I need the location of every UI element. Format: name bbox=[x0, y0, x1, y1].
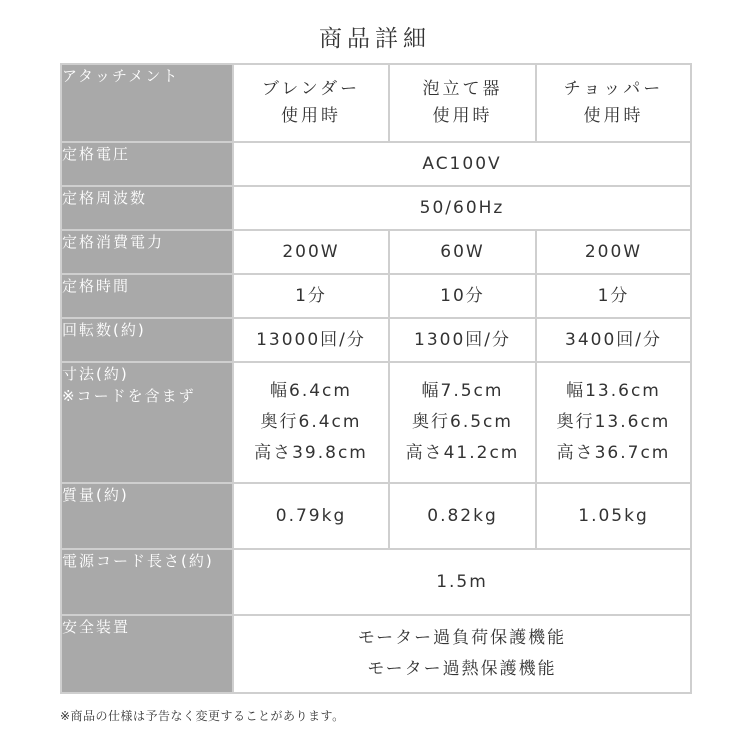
header-whisk-line2: 使用時 bbox=[432, 106, 493, 126]
rated-time-whisk: 10分 bbox=[389, 274, 536, 318]
rotation-label: 回転数(約) bbox=[61, 318, 233, 362]
rated-time-label: 定格時間 bbox=[61, 274, 233, 318]
table-row-rated-frequency bbox=[61, 186, 691, 230]
dimensions-whisk-depth: 奥行6.5cm bbox=[412, 412, 513, 432]
dimensions-chopper-width: 幅13.6cm bbox=[566, 381, 661, 401]
header-blender-line1: ブレンダー bbox=[261, 79, 361, 99]
rated-power-chopper: 200W bbox=[536, 230, 691, 274]
rotation-blender: 13000回/分 bbox=[233, 318, 389, 362]
table-row-rated-time bbox=[61, 274, 691, 318]
rated-time-blender: 1分 bbox=[233, 274, 389, 318]
rotation-chopper: 3400回/分 bbox=[536, 318, 691, 362]
dimensions-chopper-depth: 奥行13.6cm bbox=[556, 412, 671, 432]
rotation-whisk: 1300回/分 bbox=[389, 318, 536, 362]
dimensions-whisk-height: 高さ41.2cm bbox=[405, 443, 520, 463]
header-whisk bbox=[389, 64, 536, 142]
weight-label: 質量(約) bbox=[61, 483, 233, 549]
table-row-weight bbox=[61, 483, 691, 549]
dimensions-sublabel: ※コードを含まず bbox=[62, 387, 196, 405]
safety-line1: モーター過負荷保護機能 bbox=[357, 628, 567, 648]
header-whisk-line1: 泡立て器 bbox=[422, 79, 503, 99]
rated-power-label: 定格消費電力 bbox=[61, 230, 233, 274]
table-row-dimensions bbox=[61, 362, 691, 483]
rated-frequency-value: 50/60Hz bbox=[233, 186, 691, 230]
header-chopper-line1: チョッパー bbox=[563, 79, 664, 99]
table-row-header bbox=[61, 64, 691, 142]
spec-change-note: ※商品の仕様は予告なく変更することがあります。 bbox=[60, 709, 345, 723]
dimensions-blender-width: 幅6.4cm bbox=[270, 381, 352, 401]
table-row-rated-voltage bbox=[61, 142, 691, 186]
spec-table bbox=[60, 63, 692, 694]
header-blender-line2: 使用時 bbox=[281, 106, 341, 126]
safety-value bbox=[233, 615, 691, 693]
dimensions-chopper-height: 高さ36.7cm bbox=[556, 443, 671, 463]
page-title: 商品詳細 bbox=[319, 26, 431, 52]
header-chopper bbox=[536, 64, 691, 142]
dimensions-blender-height: 高さ39.8cm bbox=[254, 443, 368, 463]
dimensions-blender bbox=[233, 362, 389, 483]
weight-chopper: 1.05kg bbox=[536, 483, 691, 549]
rated-voltage-label: 定格電圧 bbox=[61, 142, 233, 186]
dimensions-label-cell bbox=[61, 362, 233, 483]
dimensions-whisk bbox=[389, 362, 536, 483]
cord-length-value: 1.5m bbox=[233, 549, 691, 615]
table-row-cord-length bbox=[61, 549, 691, 615]
table-row-rated-power bbox=[61, 230, 691, 274]
table-row-rotation bbox=[61, 318, 691, 362]
header-label: アタッチメント bbox=[61, 64, 233, 142]
weight-blender: 0.79kg bbox=[233, 483, 389, 549]
dimensions-whisk-width: 幅7.5cm bbox=[421, 381, 504, 401]
safety-line2: モーター過熱保護機能 bbox=[367, 659, 557, 679]
dimensions-chopper bbox=[536, 362, 691, 483]
rated-power-whisk: 60W bbox=[389, 230, 536, 274]
dimensions-blender-depth: 奥行6.4cm bbox=[260, 412, 362, 432]
weight-whisk: 0.82kg bbox=[389, 483, 536, 549]
rated-voltage-value: AC100V bbox=[233, 142, 691, 186]
cord-length-label: 電源コード長さ(約) bbox=[61, 549, 233, 615]
rated-frequency-label: 定格周波数 bbox=[61, 186, 233, 230]
rated-time-chopper: 1分 bbox=[536, 274, 691, 318]
header-blender bbox=[233, 64, 389, 142]
dimensions-label: 寸法(約) bbox=[62, 365, 129, 383]
header-chopper-line2: 使用時 bbox=[583, 106, 644, 126]
safety-label: 安全装置 bbox=[61, 615, 233, 693]
rated-power-blender: 200W bbox=[233, 230, 389, 274]
table-row-safety bbox=[61, 615, 691, 693]
